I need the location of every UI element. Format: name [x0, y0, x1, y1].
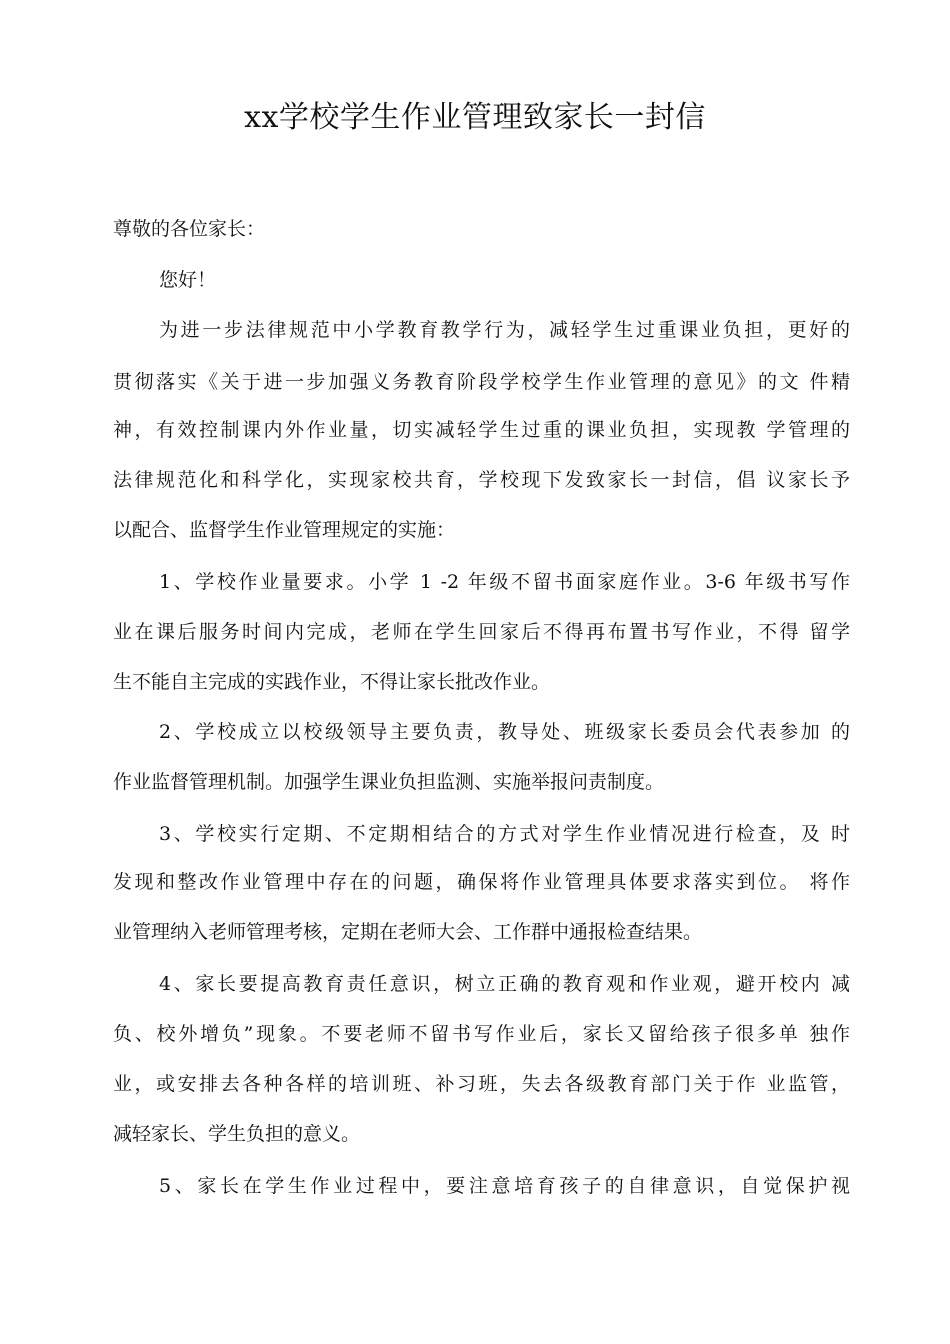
body-line: 法律规范化和科学化，实现家校共育，学校现下发致家长一封信，倡 议家长予: [113, 469, 850, 491]
body-line: 神，有效控制课内外作业量，切实减轻学生过重的课业负担，实现教 学管理的: [113, 419, 850, 441]
body-line: 减轻家长、学生负担的意义。: [113, 1123, 361, 1145]
body-line: 负、校外增负”现象。不要老师不留书写作业后，家长又留给孩子很多单 独作: [113, 1023, 850, 1045]
body-line: 业，或安排去各种各样的培训班、补习班，失去各级教育部门关于作 业监管，: [113, 1073, 850, 1095]
body-line: 以配合、监督学生作业管理规定的实施：: [113, 519, 456, 541]
document-title: xx学校学生作业管理致家长一封信: [244, 100, 706, 135]
body-line: 2、学校成立以校级领导主要负责，教导处、班级家长委员会代表参加 的: [159, 721, 850, 743]
body-line: 3、学校实行定期、不定期相结合的方式对学生作业情况进行检查，及 时: [159, 823, 850, 845]
salutation: 尊敬的各位家长：: [113, 218, 266, 240]
body-line: 为进一步法律规范中小学教育教学行为，减轻学生过重课业负担，更好的: [159, 319, 850, 341]
body-line: 贯彻落实《关于进一步加强义务教育阶段学校学生作业管理的意见》的文 件精: [113, 371, 850, 393]
body-line: 1、学校作业量要求。小学 1 -2 年级不留书面家庭作业。3-6 年级书写作: [159, 571, 850, 593]
body-line: 业管理纳入老师管理考核，定期在老师大会、工作群中通报检查结果。: [113, 921, 703, 943]
body-line: 生不能自主完成的实践作业，不得让家长批改作业。: [113, 671, 551, 693]
body-line: 业在课后服务时间内完成，老师在学生回家后不得再布置书写作业，不得 留学: [113, 621, 850, 643]
body-line: 4、家长要提高教育责任意识，树立正确的教育观和作业观，避开校内 减: [159, 973, 850, 995]
body-line: 作业监督管理机制。加强学生课业负担监测、实施举报问责制度。: [113, 771, 665, 793]
greeting: 您好！: [159, 269, 217, 291]
body-line: 5、家长在学生作业过程中，要注意培育孩子的自律意识，自觉保护视: [159, 1175, 850, 1197]
body-line: 发现和整改作业管理中存在的问题，确保将作业管理具体要求落实到位。 将作: [113, 871, 850, 893]
